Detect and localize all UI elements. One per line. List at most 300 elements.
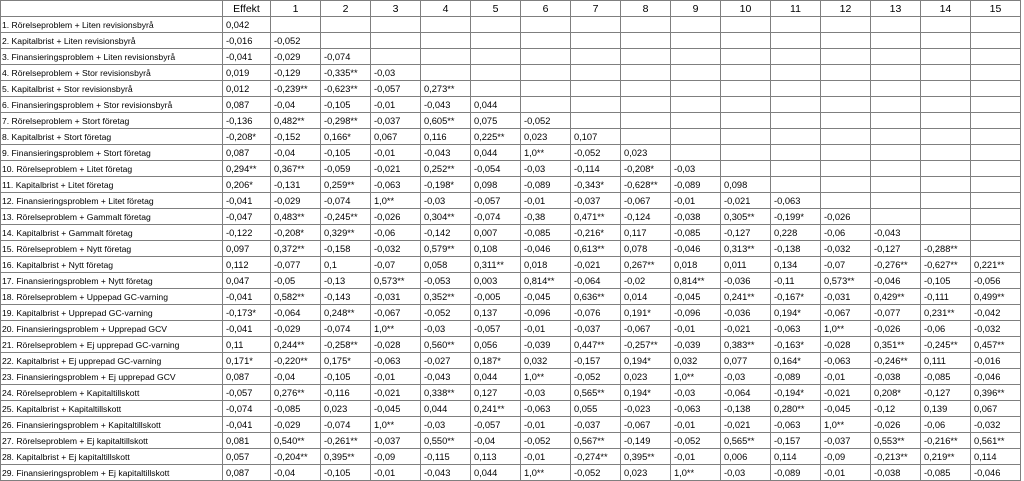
table-cell: -0,052 — [521, 433, 571, 449]
table-cell: 0,012 — [223, 81, 271, 97]
table-cell: -0,07 — [371, 257, 421, 273]
table-cell: -0,052 — [421, 305, 471, 321]
table-row — [1, 161, 1021, 177]
table-cell: -0,216** — [921, 433, 971, 449]
table-cell: 0,081 — [223, 433, 271, 449]
table-cell: -0,04 — [271, 97, 321, 113]
empty-cell — [971, 225, 1021, 241]
table-cell: 0,044 — [471, 145, 521, 161]
table-cell: -0,028 — [371, 337, 421, 353]
table-cell: 0,044 — [471, 97, 521, 113]
table-cell: -0,029 — [271, 417, 321, 433]
empty-cell — [971, 65, 1021, 81]
table-cell: -0,021 — [721, 193, 771, 209]
table-cell: -0,627** — [921, 257, 971, 273]
header-col-10: 10 — [721, 1, 771, 17]
table-cell: 0,311** — [471, 257, 521, 273]
empty-cell — [971, 81, 1021, 97]
table-cell: 0,087 — [223, 369, 271, 385]
table-cell: 0,305** — [721, 209, 771, 225]
table-row — [1, 145, 1021, 161]
empty-cell — [671, 97, 721, 113]
table-cell: 0,006 — [721, 449, 771, 465]
table-cell: 0,613** — [571, 241, 621, 257]
table-cell: -0,064 — [721, 385, 771, 401]
table-cell: -0,074 — [223, 401, 271, 417]
empty-cell — [871, 161, 921, 177]
table-cell: -0,111 — [921, 289, 971, 305]
header-row — [1, 1, 1021, 17]
table-cell: 0,294** — [223, 161, 271, 177]
table-cell: -0,046 — [971, 369, 1021, 385]
table-row — [1, 449, 1021, 465]
table-cell: -0,037 — [571, 417, 621, 433]
table-cell: 0,166* — [321, 129, 371, 145]
table-cell: -0,074 — [321, 417, 371, 433]
table-cell: -0,343* — [571, 177, 621, 193]
table-cell: 0,457** — [971, 337, 1021, 353]
table-cell: 0,047 — [223, 273, 271, 289]
header-col-3: 3 — [371, 1, 421, 17]
table-cell: 0,573** — [821, 273, 871, 289]
table-cell: -0,105 — [321, 97, 371, 113]
table-cell: 0,383** — [721, 337, 771, 353]
table-cell: 1,0** — [671, 465, 721, 481]
header-col-15: 15 — [971, 1, 1021, 17]
table-cell: -0,06 — [821, 225, 871, 241]
table-cell: -0,03 — [721, 465, 771, 481]
table-cell: -0,036 — [721, 273, 771, 289]
header-col-2: 2 — [321, 1, 371, 17]
empty-cell — [621, 97, 671, 113]
table-cell: -0,023 — [621, 401, 671, 417]
empty-cell — [921, 225, 971, 241]
table-cell: 0,276** — [271, 385, 321, 401]
table-cell: -0,258** — [321, 337, 371, 353]
table-cell: -0,063 — [371, 177, 421, 193]
empty-cell — [471, 17, 521, 33]
empty-cell — [771, 97, 821, 113]
table-cell: -0,074 — [321, 321, 371, 337]
empty-cell — [771, 33, 821, 49]
empty-cell — [821, 65, 871, 81]
empty-cell — [921, 177, 971, 193]
header-corner-cell — [1, 1, 223, 17]
table-body — [1, 17, 1021, 481]
header-col-12: 12 — [821, 1, 871, 17]
table-cell: -0,105 — [321, 145, 371, 161]
table-cell: -0,067 — [621, 417, 671, 433]
table-cell: -0,064 — [571, 273, 621, 289]
table-cell: -0,085 — [521, 225, 571, 241]
table-cell: -0,045 — [821, 401, 871, 417]
table-cell: -0,116 — [321, 385, 371, 401]
empty-cell — [671, 17, 721, 33]
table-cell: -0,026 — [371, 209, 421, 225]
table-cell: -0,063 — [521, 401, 571, 417]
table-cell: -0,163* — [771, 337, 821, 353]
empty-cell — [871, 33, 921, 49]
empty-cell — [871, 65, 921, 81]
table-cell: -0,01 — [671, 321, 721, 337]
empty-cell — [871, 209, 921, 225]
table-row — [1, 337, 1021, 353]
empty-cell — [371, 49, 421, 65]
table-cell: -0,041 — [223, 193, 271, 209]
table-cell: -0,096 — [521, 305, 571, 321]
table-cell: -0,096 — [671, 305, 721, 321]
table-row — [1, 33, 1021, 49]
table-cell: -0,085 — [921, 369, 971, 385]
table-row — [1, 305, 1021, 321]
table-row — [1, 273, 1021, 289]
row-label: 9. Finansieringsproblem + Stort företag — [1, 145, 223, 161]
table-cell: 0,565** — [571, 385, 621, 401]
table-row — [1, 97, 1021, 113]
table-cell: -0,042 — [971, 305, 1021, 321]
table-cell: -0,037 — [821, 433, 871, 449]
row-label: 1. Rörelseproblem + Liten revisionsbyrå — [1, 17, 223, 33]
empty-cell — [571, 17, 621, 33]
empty-cell — [971, 113, 1021, 129]
table-cell: -0,043 — [421, 465, 471, 481]
empty-cell — [921, 49, 971, 65]
table-cell: 0,228 — [771, 225, 821, 241]
table-cell: -0,032 — [971, 321, 1021, 337]
table-cell: 0,134 — [771, 257, 821, 273]
table-cell: -0,063 — [671, 401, 721, 417]
table-cell: 0,077 — [721, 353, 771, 369]
table-cell: -0,043 — [421, 97, 471, 113]
empty-cell — [821, 81, 871, 97]
table-cell: -0,01 — [371, 97, 421, 113]
table-cell: 0,087 — [223, 145, 271, 161]
table-cell: -0,173* — [223, 305, 271, 321]
table-cell: -0,127 — [921, 385, 971, 401]
table-cell: -0,105 — [321, 369, 371, 385]
table-cell: -0,122 — [223, 225, 271, 241]
table-cell: -0,06 — [371, 225, 421, 241]
table-row — [1, 113, 1021, 129]
empty-cell — [971, 33, 1021, 49]
table-cell: -0,01 — [521, 449, 571, 465]
table-cell: 0,267** — [621, 257, 671, 273]
table-cell: 0,057 — [223, 449, 271, 465]
table-cell: 0,164* — [771, 353, 821, 369]
table-cell: 1,0** — [821, 321, 871, 337]
table-cell: 0,231** — [921, 305, 971, 321]
table-cell: -0,208* — [223, 129, 271, 145]
row-label: 12. Finansieringsproblem + Litet företag — [1, 193, 223, 209]
table-row — [1, 433, 1021, 449]
empty-cell — [971, 209, 1021, 225]
empty-cell — [921, 129, 971, 145]
empty-cell — [921, 161, 971, 177]
table-cell: -0,046 — [521, 241, 571, 257]
table-cell: 0,139 — [921, 401, 971, 417]
table-cell: 0,280** — [771, 401, 821, 417]
table-cell: 0,540** — [271, 433, 321, 449]
empty-cell — [721, 17, 771, 33]
table-cell: -0,063 — [771, 417, 821, 433]
table-cell: -0,03 — [521, 161, 571, 177]
table-cell: -0,016 — [971, 353, 1021, 369]
table-cell: 0,396** — [971, 385, 1021, 401]
table-cell: -0,021 — [721, 321, 771, 337]
row-label: 3. Finansieringsproblem + Liten revisionsbyrå — [1, 49, 223, 65]
empty-cell — [871, 49, 921, 65]
table-cell: -0,089 — [671, 177, 721, 193]
table-cell: 0,067 — [971, 401, 1021, 417]
table-cell: -0,03 — [421, 321, 471, 337]
row-label: 26. Finansieringsproblem + Kapitaltillskott — [1, 417, 223, 433]
table-cell: -0,052 — [271, 33, 321, 49]
table-cell: 1,0** — [371, 321, 421, 337]
table-cell: -0,074 — [321, 193, 371, 209]
table-cell: -0,032 — [971, 417, 1021, 433]
empty-cell — [771, 113, 821, 129]
table-cell: 0,116 — [421, 129, 471, 145]
row-label: 8. Kapitalbrist + Stort företag — [1, 129, 223, 145]
empty-cell — [521, 49, 571, 65]
table-cell: -0,03 — [371, 65, 421, 81]
table-cell: -0,021 — [371, 385, 421, 401]
table-cell: 0,087 — [223, 97, 271, 113]
table-row — [1, 65, 1021, 81]
table-cell: -0,276** — [871, 257, 921, 273]
table-cell: 1,0** — [371, 193, 421, 209]
table-cell: -0,01 — [821, 369, 871, 385]
table-cell: -0,04 — [471, 433, 521, 449]
table-cell: -0,089 — [521, 177, 571, 193]
table-cell: 0,055 — [571, 401, 621, 417]
table-cell: 0,814** — [671, 273, 721, 289]
table-cell: 1,0** — [671, 369, 721, 385]
table-cell: -0,09 — [821, 449, 871, 465]
table-cell: -0,037 — [371, 113, 421, 129]
empty-cell — [871, 193, 921, 209]
table-cell: -0,052 — [671, 433, 721, 449]
empty-cell — [921, 17, 971, 33]
empty-cell — [821, 113, 871, 129]
empty-cell — [971, 177, 1021, 193]
table-cell: 1,0** — [821, 417, 871, 433]
table-cell: -0,041 — [223, 321, 271, 337]
table-cell: -0,047 — [223, 209, 271, 225]
empty-cell — [821, 97, 871, 113]
table-cell: 0,056 — [471, 337, 521, 353]
table-cell: 0,579** — [421, 241, 471, 257]
empty-cell — [971, 49, 1021, 65]
table-cell: 0,560** — [421, 337, 471, 353]
table-cell: -0,257** — [621, 337, 671, 353]
table-cell: 0,194* — [621, 385, 671, 401]
table-row — [1, 129, 1021, 145]
table-cell: -0,216* — [571, 225, 621, 241]
empty-cell — [521, 65, 571, 81]
table-cell: 0,032 — [521, 353, 571, 369]
table-cell: -0,029 — [271, 321, 321, 337]
table-cell: -0,016 — [223, 33, 271, 49]
table-row — [1, 193, 1021, 209]
table-cell: 0,023 — [521, 129, 571, 145]
table-cell: 0,194* — [621, 353, 671, 369]
table-cell: -0,198* — [421, 177, 471, 193]
table-cell: -0,38 — [521, 209, 571, 225]
table-cell: -0,074 — [321, 49, 371, 65]
table-cell: 0,248** — [321, 305, 371, 321]
header-effekt: Effekt — [223, 1, 271, 17]
empty-cell — [971, 241, 1021, 257]
header-col-6: 6 — [521, 1, 571, 17]
header-col-13: 13 — [871, 1, 921, 17]
table-cell: 0,087 — [223, 465, 271, 481]
table-cell: 0,605** — [421, 113, 471, 129]
table-cell: -0,057 — [471, 321, 521, 337]
table-cell: -0,021 — [371, 161, 421, 177]
empty-cell — [871, 145, 921, 161]
table-cell: -0,052 — [571, 145, 621, 161]
table-cell: -0,157 — [571, 353, 621, 369]
empty-cell — [471, 33, 521, 49]
table-cell: 0,395** — [621, 449, 671, 465]
table-cell: 0,352** — [421, 289, 471, 305]
table-cell: -0,046 — [971, 465, 1021, 481]
table-cell: -0,046 — [671, 241, 721, 257]
empty-cell — [821, 33, 871, 49]
empty-cell — [821, 193, 871, 209]
row-label: 16. Kapitalbrist + Nytt företag — [1, 257, 223, 273]
table-row — [1, 465, 1021, 481]
table-row — [1, 401, 1021, 417]
table-cell: 0,011 — [721, 257, 771, 273]
table-cell: -0,142 — [421, 225, 471, 241]
empty-cell — [971, 129, 1021, 145]
table-cell: -0,623** — [321, 81, 371, 97]
row-label: 7. Rörelseproblem + Stort företag — [1, 113, 223, 129]
empty-cell — [771, 129, 821, 145]
empty-cell — [771, 65, 821, 81]
table-cell: 0,273** — [421, 81, 471, 97]
table-cell: -0,208* — [271, 225, 321, 241]
table-cell: -0,138 — [721, 401, 771, 417]
table-cell: 0,221** — [971, 257, 1021, 273]
empty-cell — [921, 113, 971, 129]
table-cell: -0,129 — [271, 65, 321, 81]
empty-cell — [621, 113, 671, 129]
empty-cell — [721, 81, 771, 97]
table-cell: 0,304** — [421, 209, 471, 225]
table-cell: -0,245** — [921, 337, 971, 353]
table-row — [1, 353, 1021, 369]
table-cell: 0,241** — [721, 289, 771, 305]
empty-cell — [721, 113, 771, 129]
table-cell: 0,023 — [321, 401, 371, 417]
table-cell: -0,037 — [571, 321, 621, 337]
empty-cell — [721, 49, 771, 65]
table-cell: -0,045 — [371, 401, 421, 417]
empty-cell — [921, 33, 971, 49]
table-cell: -0,01 — [371, 145, 421, 161]
table-cell: 0,208* — [871, 385, 921, 401]
empty-cell — [771, 17, 821, 33]
table-cell: -0,089 — [771, 465, 821, 481]
table-cell: -0,052 — [521, 113, 571, 129]
table-cell: 0,058 — [421, 257, 471, 273]
table-cell: -0,085 — [271, 401, 321, 417]
table-cell: 0,206* — [223, 177, 271, 193]
empty-cell — [871, 81, 921, 97]
table-cell: 0,582** — [271, 289, 321, 305]
table-cell: -0,105 — [921, 273, 971, 289]
table-cell: -0,038 — [871, 465, 921, 481]
empty-cell — [721, 33, 771, 49]
empty-cell — [871, 177, 921, 193]
table-cell: -0,288** — [921, 241, 971, 257]
table-cell: -0,029 — [271, 49, 321, 65]
table-cell: -0,06 — [921, 417, 971, 433]
table-cell: 0,252** — [421, 161, 471, 177]
table-cell: -0,152 — [271, 129, 321, 145]
table-cell: -0,01 — [371, 465, 421, 481]
table-cell: 0,241** — [471, 401, 521, 417]
header-col-4: 4 — [421, 1, 471, 17]
empty-cell — [421, 33, 471, 49]
table-cell: 0,111 — [921, 353, 971, 369]
table-cell: -0,03 — [521, 385, 571, 401]
header-col-7: 7 — [571, 1, 621, 17]
table-cell: 0,114 — [971, 449, 1021, 465]
table-row — [1, 289, 1021, 305]
table-cell: -0,077 — [871, 305, 921, 321]
empty-cell — [771, 49, 821, 65]
table-cell: -0,063 — [771, 193, 821, 209]
table-cell: -0,261** — [321, 433, 371, 449]
table-cell: -0,054 — [471, 161, 521, 177]
table-cell: -0,114 — [571, 161, 621, 177]
empty-cell — [721, 161, 771, 177]
empty-cell — [571, 49, 621, 65]
table-cell: 0,814** — [521, 273, 571, 289]
table-cell: -0,089 — [771, 369, 821, 385]
empty-cell — [671, 81, 721, 97]
table-cell: -0,11 — [771, 273, 821, 289]
table-cell: 0,117 — [621, 225, 671, 241]
table-cell: -0,149 — [621, 433, 671, 449]
table-cell: -0,026 — [871, 321, 921, 337]
table-cell: 0,550** — [421, 433, 471, 449]
empty-cell — [571, 97, 621, 113]
empty-cell — [721, 65, 771, 81]
table-cell: 0,1 — [321, 257, 371, 273]
empty-cell — [521, 33, 571, 49]
empty-cell — [921, 81, 971, 97]
table-cell: -0,045 — [671, 289, 721, 305]
empty-cell — [371, 33, 421, 49]
row-label: 17. Finansieringsproblem + Nytt företag — [1, 273, 223, 289]
empty-cell — [871, 17, 921, 33]
empty-cell — [971, 161, 1021, 177]
table-cell: 0,019 — [223, 65, 271, 81]
empty-cell — [271, 17, 321, 33]
table-cell: -0,043 — [421, 145, 471, 161]
table-cell: -0,036 — [721, 305, 771, 321]
empty-cell — [471, 65, 521, 81]
table-cell: 0,11 — [223, 337, 271, 353]
empty-cell — [321, 17, 371, 33]
empty-cell — [921, 209, 971, 225]
table-cell: -0,239** — [271, 81, 321, 97]
